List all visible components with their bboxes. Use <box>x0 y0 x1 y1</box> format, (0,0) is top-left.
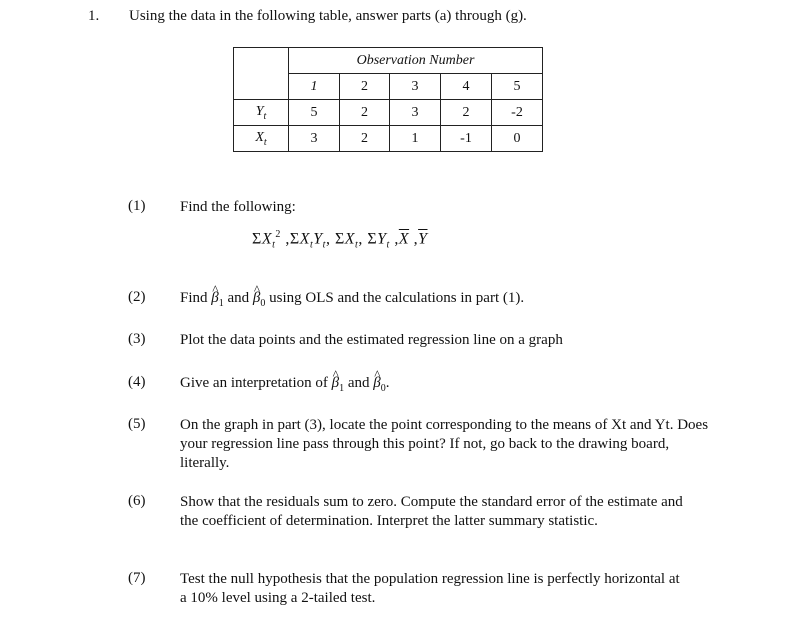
table-cell: -2 <box>492 100 543 126</box>
row-label: $Y_t$ <box>234 100 289 126</box>
table-corner <box>234 48 289 100</box>
part-text: Show that the residuals sum to zero. Compute the standard error of the estimate and the coefficient of determination. Interpret the latter summary statistic. <box>180 494 683 529</box>
part-number: (4) <box>128 374 146 390</box>
part-text: Test the null hypothesis that the population regression line is perfectly horizontal at a 10% level using a 2-tailed test. <box>180 571 680 606</box>
column-header: 3 <box>390 74 441 100</box>
part-number: (6) <box>128 493 146 509</box>
table-cell: 3 <box>289 126 340 152</box>
row-label: $X_t$ <box>234 126 289 152</box>
part-number: (1) <box>128 198 146 214</box>
table-cell: 2 <box>340 100 390 126</box>
table-row <box>234 100 543 126</box>
question-intro: Using the data in the following table, answer parts (a) through (g). <box>129 8 527 24</box>
part-text: Give an interpretation of ^ $\beta_1$ and ^ $\beta_0$. <box>180 374 740 398</box>
table-row <box>234 126 543 152</box>
table-header: Observation Number <box>289 48 543 74</box>
question-number: 1. <box>88 8 100 24</box>
column-header: 2 <box>340 74 390 100</box>
column-header: 5 <box>492 74 543 100</box>
table-cell: 3 <box>390 100 441 126</box>
part-number: (5) <box>128 416 146 432</box>
table-cell: 2 <box>340 126 390 152</box>
table-cell: 2 <box>441 100 492 126</box>
summation-formula: $\Sigma X_t^2$ $,\Sigma X_tY_t$, $\Sigma X_t$, $\Sigma Y_t$ $,\overline{X}$ $,\overline{Y}$ <box>252 229 428 251</box>
part-text: Plot the data points and the estimated regression line on a graph <box>180 332 563 348</box>
part-text: On the graph in part (3), locate the point corresponding to the means of Xt and Yt. Does your regression line pass through this point? If not, go back to the drawing board, literally. <box>180 417 709 471</box>
part-number: (7) <box>128 570 146 586</box>
table-cell: 5 <box>289 100 340 126</box>
table-cell: 1 <box>390 126 441 152</box>
column-header: 4 <box>441 74 492 100</box>
part-text: Find ^ $\beta_1$ and ^ $\beta_0$ using OLS and the calculations in part (1). <box>180 289 740 313</box>
part-number: (2) <box>128 289 146 305</box>
observation-table <box>233 47 543 152</box>
part-text: Find the following: <box>180 199 296 215</box>
part-number: (3) <box>128 331 146 347</box>
table-cell: -1 <box>441 126 492 152</box>
column-header: 1 <box>289 74 340 100</box>
table-cell: 0 <box>492 126 543 152</box>
